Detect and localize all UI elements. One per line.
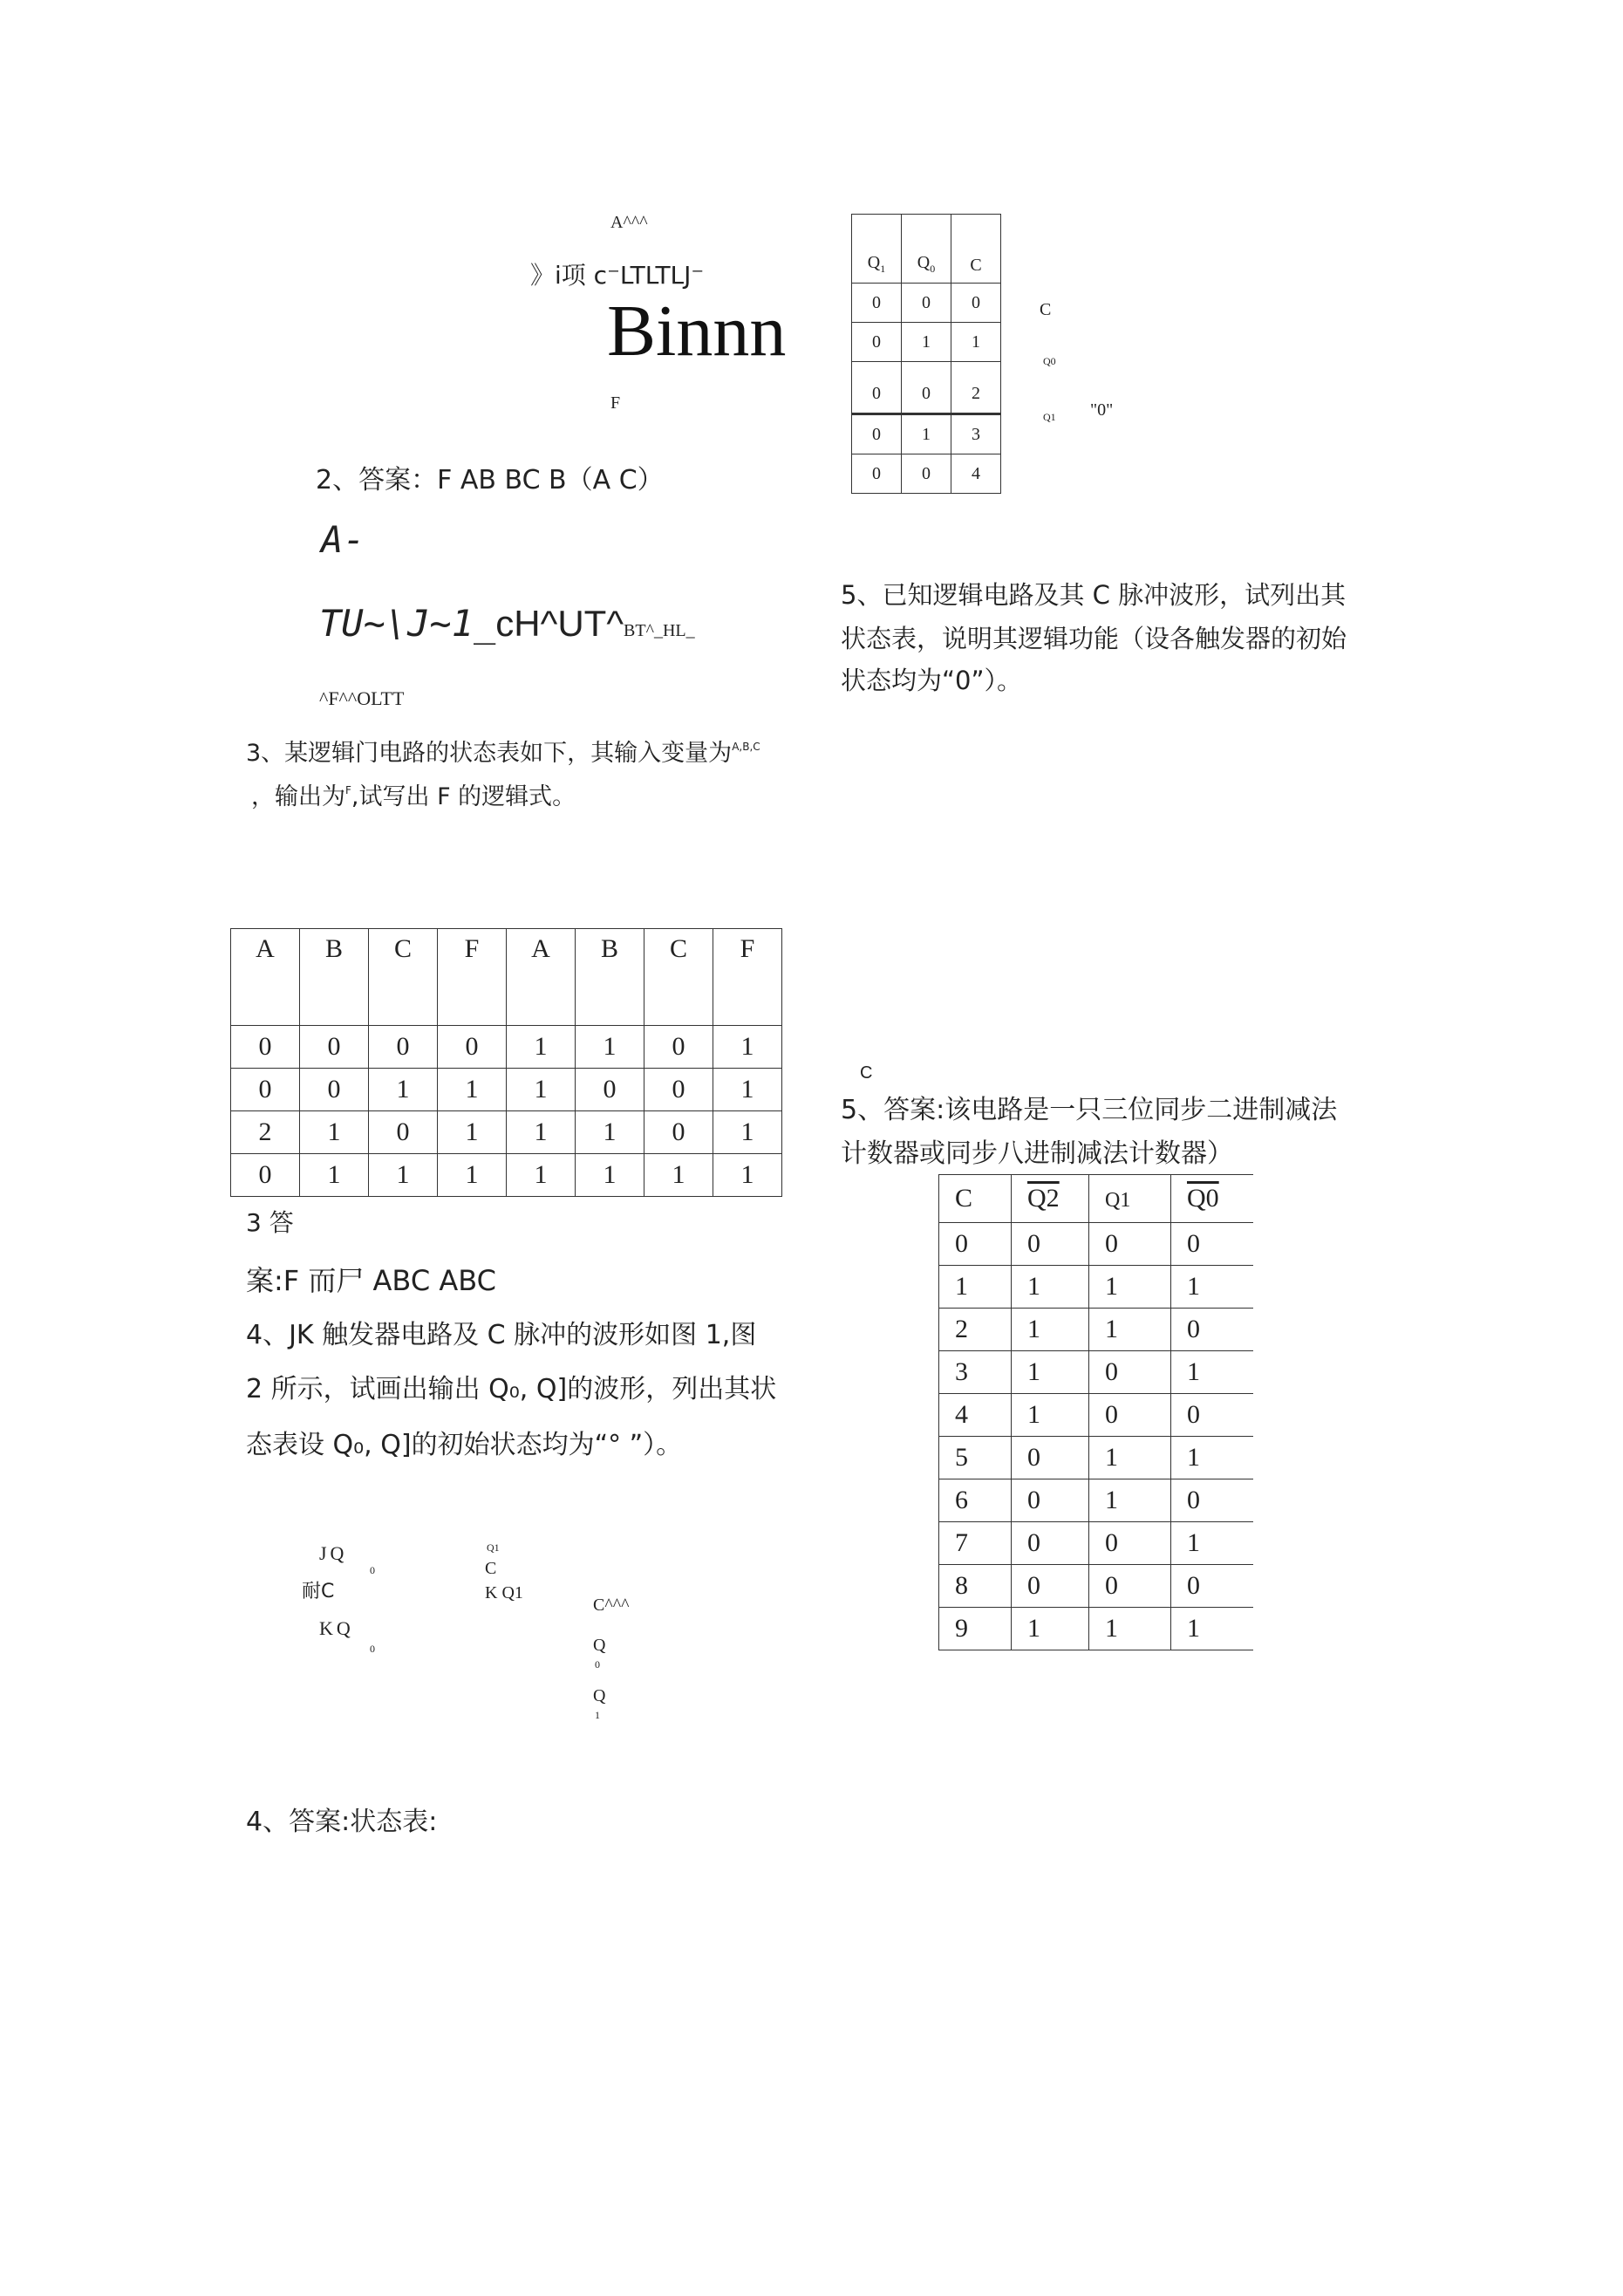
q1-header-text: Q1	[1105, 1189, 1131, 1212]
garble-line-2	[319, 602, 695, 649]
circuit-sub0c: 0	[595, 1658, 600, 1671]
garble-part-a: TU~\J~1_	[319, 602, 496, 645]
truth-header: C	[369, 929, 438, 1026]
counter-cell: 0	[1171, 1223, 1254, 1266]
counter-cell: 1	[1012, 1266, 1089, 1309]
q5-line-1: 5、已知逻辑电路及其 C 脉冲波形，试列出其	[841, 580, 1347, 610]
counter-cell: 4	[939, 1394, 1012, 1437]
truth-cell: 1	[576, 1111, 644, 1154]
garble-line-1: A-	[321, 518, 365, 561]
side-label-c: C	[1040, 300, 1052, 319]
figure-label-row: 》ⅰ项 c⁻LTLTLJ⁻	[530, 261, 705, 290]
truth-cell: 0	[369, 1026, 438, 1069]
state-cell: 0	[852, 362, 902, 414]
q3-output-var: F	[345, 784, 351, 796]
counter-cell: 8	[939, 1565, 1012, 1608]
truth-cell: 1	[576, 1026, 644, 1069]
truth-cell: 0	[644, 1026, 713, 1069]
truth-cell: 1	[438, 1111, 507, 1154]
truth-cell: 1	[507, 1111, 576, 1154]
truth-cell: 1	[507, 1154, 576, 1197]
truth-cell: 1	[369, 1069, 438, 1111]
figure-label-f: F	[610, 393, 621, 413]
counter-cell: 1	[1171, 1266, 1254, 1309]
counter-cell: 1	[1089, 1479, 1171, 1522]
truth-cell: 0	[369, 1111, 438, 1154]
counter-cell: 0	[1089, 1394, 1171, 1437]
truth-cell: 0	[438, 1026, 507, 1069]
truth-cell: 1	[713, 1111, 782, 1154]
q3-vars: A,B,C	[732, 741, 760, 753]
circuit-jq: JQ	[319, 1542, 348, 1564]
state-cell: 2	[951, 362, 1001, 414]
counter-cell: 0	[1012, 1437, 1089, 1479]
truth-cell: 0	[300, 1026, 369, 1069]
counter-header-c: C	[939, 1175, 1012, 1223]
truth-cell: 1	[507, 1069, 576, 1111]
state-cell: 0	[852, 323, 902, 362]
counter-cell: 1	[1012, 1394, 1089, 1437]
counter-cell: 0	[1171, 1565, 1254, 1608]
sub-0: 0	[930, 263, 936, 275]
state-cell: 0	[902, 362, 951, 414]
state-cell: 0	[852, 284, 902, 323]
counter-cell: 1	[1171, 1437, 1254, 1479]
state-table	[851, 214, 1001, 494]
circuit-sub1: 1	[595, 1709, 600, 1721]
truth-header: A	[231, 929, 300, 1026]
state-cell: 0	[902, 454, 951, 494]
counter-cell: 0	[1089, 1522, 1171, 1565]
counter-cell: 1	[1012, 1351, 1089, 1394]
q3-answer-2: 案:F 而尸 ABC ABC	[246, 1264, 496, 1297]
q5-c-label: C	[860, 1063, 873, 1083]
counter-cell: 0	[1012, 1479, 1089, 1522]
q3-line-2	[251, 785, 576, 809]
circuit-sub0b: 0	[370, 1643, 375, 1655]
figure-big-text: Binnn	[607, 290, 787, 372]
circuit-c: C	[485, 1559, 497, 1578]
counter-cell: 0	[1089, 1351, 1171, 1394]
truth-cell: 1	[369, 1154, 438, 1197]
state-cell: 0	[951, 284, 1001, 323]
counter-cell: 1	[939, 1266, 1012, 1309]
counter-cell: 1	[1171, 1522, 1254, 1565]
truth-cell: 0	[231, 1026, 300, 1069]
truth-table	[230, 928, 782, 1197]
q2-answer: 2、答案：F AB BC B（A C）	[316, 465, 664, 495]
counter-table	[938, 1174, 1253, 1650]
q5-answer-2: 计数器或同步八进制减法计数器）	[841, 1138, 1233, 1169]
circuit-q1: Q1	[487, 1541, 500, 1554]
counter-cell: 0	[1089, 1565, 1171, 1608]
garble-part-c: BT^_HL_	[624, 621, 695, 640]
truth-header: B	[300, 929, 369, 1026]
side-label-zero: "0"	[1090, 400, 1114, 420]
circuit-q-wave: Q	[593, 1636, 606, 1655]
circuit-c-wave: C^^^	[593, 1596, 630, 1615]
counter-cell: 1	[1012, 1309, 1089, 1351]
truth-cell: 2	[231, 1111, 300, 1154]
counter-header-q2	[1012, 1175, 1089, 1223]
counter-cell: 1	[1089, 1309, 1171, 1351]
state-header-c: C	[951, 215, 1001, 284]
state-cell: 0	[852, 454, 902, 494]
truth-cell: 0	[644, 1069, 713, 1111]
q3-line-1	[246, 741, 760, 765]
counter-cell: 3	[939, 1351, 1012, 1394]
side-label-q0: Q0	[1043, 355, 1056, 367]
truth-cell: 1	[438, 1154, 507, 1197]
q3-text-2: ，输出为	[251, 783, 345, 810]
counter-cell: 1	[1012, 1608, 1089, 1650]
state-header-q0: $Q_0$	[902, 215, 951, 284]
counter-cell: 0	[1089, 1223, 1171, 1266]
truth-cell: 1	[300, 1154, 369, 1197]
counter-cell: 0	[1012, 1522, 1089, 1565]
q3-text-1: 3、某逻辑门电路的状态表如下，其输入变量为	[246, 740, 733, 767]
truth-cell: 0	[576, 1069, 644, 1111]
truth-cell: 1	[507, 1026, 576, 1069]
state-cell: 4	[951, 454, 1001, 494]
truth-header: F	[713, 929, 782, 1026]
sub-1: 1	[880, 263, 886, 275]
counter-cell: 1	[1089, 1266, 1171, 1309]
counter-cell: 0	[1171, 1309, 1254, 1351]
q4-line-1: 4、JK 触发器电路及 C 脉冲的波形如图 1,图	[246, 1320, 757, 1350]
counter-cell: 6	[939, 1479, 1012, 1522]
truth-cell: 0	[231, 1154, 300, 1197]
counter-header-q1	[1089, 1175, 1171, 1223]
q4-line-3: 态表设 Q₀, Q]的初始状态均为“° ”）。	[246, 1430, 683, 1460]
q2-header-text: Q2	[1027, 1184, 1060, 1213]
state-cell: 3	[951, 414, 1001, 454]
side-label-q1: Q1	[1043, 411, 1056, 423]
circuit-qq-wave: Q	[593, 1686, 606, 1705]
garble-line-3: ^F^^OLTT	[319, 687, 405, 709]
circuit-naic: 耐C	[302, 1581, 335, 1602]
counter-cell: 0	[1012, 1223, 1089, 1266]
truth-header: C	[644, 929, 713, 1026]
counter-cell: 5	[939, 1437, 1012, 1479]
counter-cell: 2	[939, 1309, 1012, 1351]
state-cell: 1	[902, 323, 951, 362]
figure-label-a: A^^^	[610, 213, 648, 232]
state-cell: 0	[852, 414, 902, 454]
truth-cell: 1	[438, 1069, 507, 1111]
truth-cell: 0	[231, 1069, 300, 1111]
counter-cell: 9	[939, 1608, 1012, 1650]
state-cell: 1	[951, 323, 1001, 362]
truth-cell: 1	[576, 1154, 644, 1197]
q0-header-text: Q0	[1187, 1184, 1219, 1213]
q4-answer: 4、答案:状态表:	[246, 1807, 438, 1837]
truth-header: B	[576, 929, 644, 1026]
counter-cell: 0	[1171, 1394, 1254, 1437]
truth-header: F	[438, 929, 507, 1026]
truth-cell: 1	[644, 1154, 713, 1197]
counter-cell: 7	[939, 1522, 1012, 1565]
counter-cell: 0	[939, 1223, 1012, 1266]
circuit-kq1: K Q1	[485, 1583, 523, 1602]
garble-part-b: cH^UT^	[495, 603, 624, 644]
q3-text-3: ,试写出 F 的逻辑式。	[351, 783, 576, 810]
counter-cell: 1	[1171, 1351, 1254, 1394]
state-header-q1: $Q_1$	[852, 215, 902, 284]
truth-cell: 1	[713, 1154, 782, 1197]
counter-cell: 1	[1089, 1608, 1171, 1650]
truth-cell: 0	[644, 1111, 713, 1154]
q4-line-2: 2 所示，试画出输出 Q₀, Q]的波形，列出其状	[246, 1374, 777, 1404]
counter-cell: 0	[1012, 1565, 1089, 1608]
q5-line-2: 状态表，说明其逻辑功能（设各触发器的初始	[841, 624, 1347, 653]
q3-answer-1: 3 答	[246, 1208, 294, 1237]
counter-cell: 1	[1171, 1608, 1254, 1650]
truth-cell: 1	[713, 1026, 782, 1069]
truth-cell: 0	[300, 1069, 369, 1111]
state-cell: 1	[902, 414, 951, 454]
circuit-kq: KQ	[319, 1617, 354, 1639]
counter-cell: 1	[1089, 1437, 1171, 1479]
circuit-sub0a: 0	[370, 1564, 375, 1576]
counter-header-q0	[1171, 1175, 1254, 1223]
truth-header: A	[507, 929, 576, 1026]
truth-cell: 1	[713, 1069, 782, 1111]
truth-cell: 1	[300, 1111, 369, 1154]
counter-cell: 0	[1171, 1479, 1254, 1522]
state-cell: 0	[902, 284, 951, 323]
q5-answer-1: 5、答案:该电路是一只三位同步二进制减法	[841, 1095, 1338, 1125]
q5-line-3: 状态均为“0”）。	[841, 666, 1022, 695]
